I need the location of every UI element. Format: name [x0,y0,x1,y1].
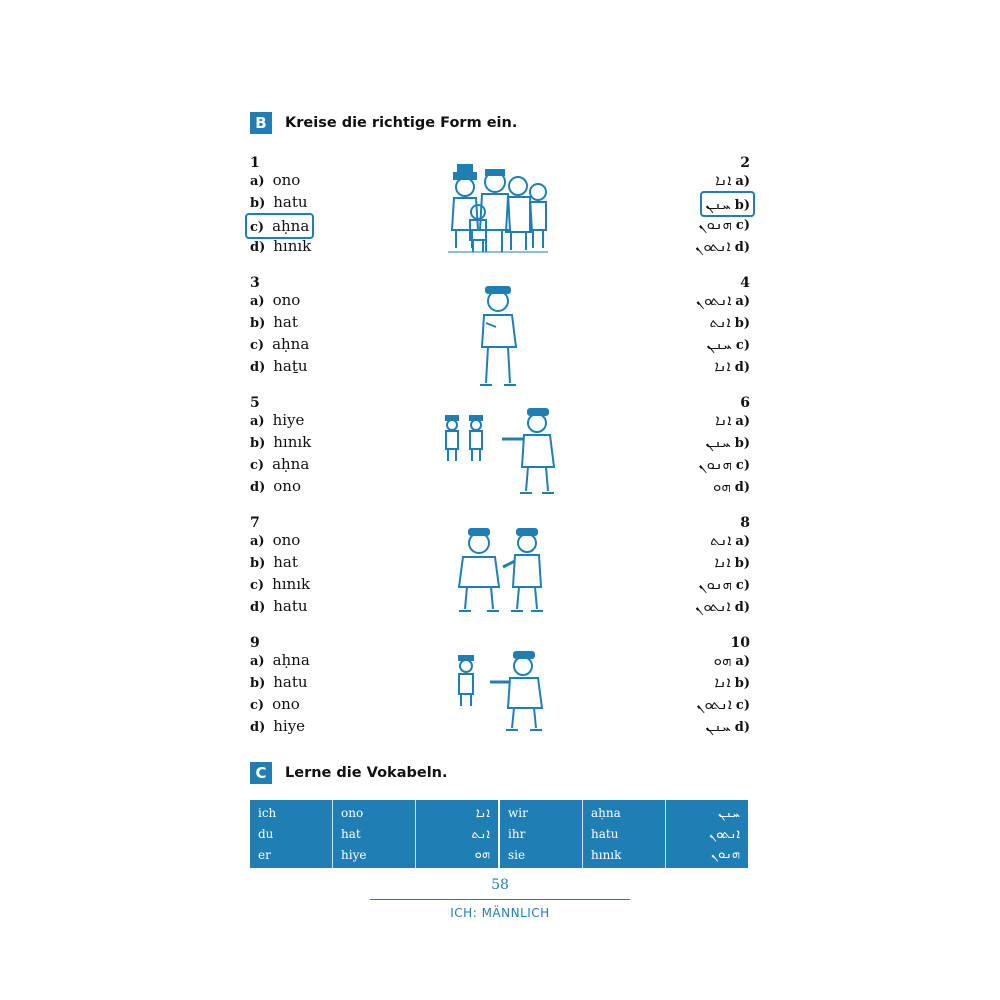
vocab-cell: aḥna [591,806,621,820]
option-text: ܐܢܬܘܢ [695,237,731,255]
group-of-people-icon [440,160,550,260]
option-letter: d) [250,480,266,495]
answer-option[interactable] [696,693,750,715]
option-text: hatu [273,193,308,211]
option-letter: c) [735,698,750,713]
vocab-cell: hınık [591,848,622,862]
answer-option[interactable] [250,431,311,453]
answer-option[interactable] [696,289,750,311]
vocab-cell: ܐܢܐ [475,806,490,821]
option-text: ܗܘ [713,651,732,669]
section-c-header [250,762,448,784]
answer-option[interactable] [250,355,308,377]
option-letter: d) [250,240,266,255]
exercise-number: 3 [250,275,260,291]
exercise-number: 6 [740,395,750,411]
option-text: ܗܘ [712,477,731,495]
option-letter: a) [250,174,265,189]
chapter-title: ICH: MÄNNLICH [450,906,550,920]
answer-option[interactable] [250,333,309,355]
answer-option[interactable] [715,169,750,191]
option-text: ܗܢܘܢ [698,215,732,233]
option-letter: a) [250,534,265,549]
vocab-syriac-column [415,800,498,868]
option-text: ono [272,171,301,189]
vocab-cell: ich [258,806,277,820]
option-letter: d) [250,600,266,615]
option-letter: b) [734,676,750,691]
answer-option[interactable] [250,693,300,715]
option-letter: d) [250,360,266,375]
option-letter: c) [250,578,265,593]
option-letter: b) [250,556,266,571]
answer-option[interactable] [705,431,750,453]
answer-option[interactable] [250,573,310,595]
section-b-title: Kreise die richtige Form ein. [285,115,518,131]
option-letter: a) [735,654,750,669]
answer-option[interactable] [715,671,750,693]
option-letter: d) [734,720,750,735]
vocab-cell: ܗܢܘܢ [711,847,740,862]
answer-option[interactable] [714,649,750,671]
option-text: ono [272,531,301,549]
option-letter: a) [250,414,265,429]
exercise-number: 2 [740,155,750,171]
option-text: aḥna [272,217,310,235]
answer-option[interactable] [695,235,750,257]
option-text: hat [273,553,298,571]
exercise-number: 5 [250,395,260,411]
option-text: hatu [273,597,308,615]
option-letter: a) [735,174,750,189]
option-letter: d) [734,480,750,495]
option-text: ܐܢܬܘܢ [696,695,732,713]
vocab-cell: hatu [591,827,619,841]
answer-option[interactable] [707,333,750,355]
option-letter: b) [734,556,750,571]
answer-option[interactable] [250,169,300,191]
option-letter: c) [735,338,750,353]
footer-divider [370,899,630,900]
section-c-badge: C [250,762,272,784]
answer-option[interactable] [710,529,750,551]
answer-option[interactable] [698,453,750,475]
answer-option[interactable] [709,311,750,333]
option-text: ܚܢܢ [705,195,731,213]
option-text: ܐܢܐ [715,411,732,429]
option-letter: c) [735,578,750,593]
answer-option[interactable] [250,475,301,497]
option-text: ܚܢܢ [705,717,731,735]
option-letter: a) [735,294,750,309]
answer-option[interactable] [715,551,750,573]
option-text: aḥna [272,455,310,473]
option-text: ܐܢܬܘܢ [695,597,731,615]
answer-option[interactable] [715,409,750,431]
option-text: hiye [273,717,306,735]
option-text: ܚܢܢ [706,335,732,353]
boy-pointing-at-boy-icon [455,525,550,620]
option-letter: b) [250,316,266,331]
section-b-badge: B [250,112,272,134]
option-text: ܐܢܬܘܢ [695,291,732,309]
option-letter: b) [250,196,266,211]
boy-pointing-at-two-kids-icon [440,405,560,500]
exercise-number: 7 [250,515,260,531]
answer-option[interactable] [250,671,308,693]
vocab-cell: du [258,827,274,841]
option-text: ܐܢܬ [710,531,732,549]
option-letter: c) [250,220,265,235]
page-number: 58 [491,877,509,893]
option-letter: c) [250,338,265,353]
option-text: ono [273,477,301,495]
vocab-cell: sie [508,848,526,862]
vocab-cell: ܗܘ [474,847,490,862]
option-letter: a) [250,294,265,309]
section-c-title: Lerne die Vokabeln. [285,765,448,781]
option-letter: a) [735,414,750,429]
exercise-number: 4 [740,275,750,291]
answer-option[interactable] [250,235,311,257]
answer-option[interactable] [695,595,750,617]
option-letter: b) [734,316,750,331]
option-text: ܐܢܐ [714,673,731,691]
option-text: aḥna [272,651,310,669]
option-letter: d) [734,600,750,615]
exercise-number: 9 [250,635,260,651]
answer-option[interactable] [250,311,298,333]
option-letter: a) [250,654,265,669]
option-text: hınık [272,575,311,593]
option-text: ono [272,695,300,713]
answer-option[interactable] [250,715,305,737]
option-letter: b) [734,436,750,451]
option-text: ܐܢܬ [709,313,731,331]
option-letter: a) [735,534,750,549]
option-letter: c) [735,458,750,473]
vocab-translit-column [582,800,665,868]
option-text: ܐܢܐ [714,553,731,571]
boy-pointing-self-icon [470,283,530,393]
vocab-cell: hat [341,827,361,841]
option-letter: c) [735,218,750,233]
option-text: hatu [273,673,308,691]
exercise-number: 10 [730,635,750,651]
vocab-cell: ihr [508,827,526,841]
answer-option[interactable] [715,355,750,377]
vocab-syriac-column [665,800,748,868]
vocab-cell: wir [508,806,528,820]
option-text: ܐܢܐ [715,171,732,189]
vocab-cell: hiye [341,848,367,862]
answer-option[interactable] [698,213,750,235]
answer-option[interactable] [713,475,750,497]
boy-pointing-at-small-child-icon [450,648,560,738]
vocab-cell: ono [341,806,364,820]
option-letter: b) [250,436,266,451]
option-text: ܗܢܘܢ [698,455,732,473]
option-text: ܚܢܢ [705,433,731,451]
vocab-cell: ܚܢܢ [718,806,740,821]
exercise-number: 1 [250,155,260,171]
option-text: hiye [272,411,305,429]
answer-option[interactable] [250,649,310,671]
option-text: aḥna [272,335,310,353]
vocab-group-plural [498,800,748,868]
vocab-group-singular [250,800,498,868]
option-text: haṯu [273,357,308,375]
option-text: ono [272,291,301,309]
option-text: hınık [273,433,312,451]
vocab-cell: ܐܢܬ [471,826,490,842]
option-text: hat [273,313,298,331]
option-text: hınık [273,237,312,255]
answer-option[interactable] [250,409,304,431]
option-letter: d) [250,720,266,735]
answer-option[interactable] [250,453,309,475]
option-letter: b) [250,676,266,691]
vocab-cell: er [258,848,271,862]
vocab-translit-column [332,800,415,868]
exercise-number: 8 [740,515,750,531]
vocabulary-table [250,800,748,868]
vocab-german-column [250,800,332,868]
answer-option[interactable] [250,529,300,551]
option-letter: d) [734,360,750,375]
option-letter: d) [734,240,750,255]
section-b-header [250,112,517,134]
answer-option[interactable] [698,573,750,595]
answer-option[interactable] [705,715,750,737]
answer-option[interactable] [250,551,298,573]
vocab-german-column [500,800,582,868]
option-letter: c) [250,458,265,473]
option-letter: b) [734,198,750,213]
answer-option[interactable] [250,595,308,617]
vocab-cell: ܐܢܬܘܢ [709,826,740,842]
option-text: ܗܢܘܢ [698,575,732,593]
answer-option[interactable] [250,191,308,213]
option-text: ܐܢܐ [714,357,731,375]
answer-option[interactable] [250,289,300,311]
option-letter: c) [250,698,265,713]
